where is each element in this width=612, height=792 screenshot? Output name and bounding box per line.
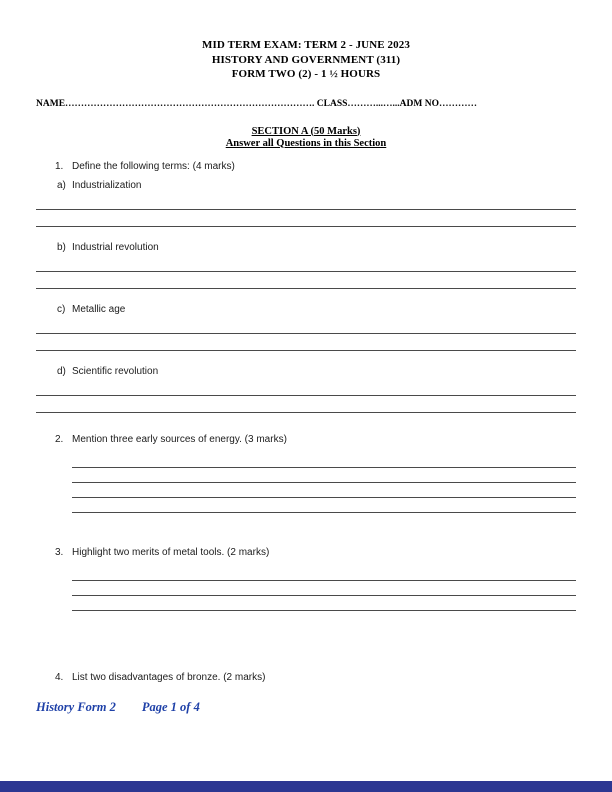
- answer-line: [36, 316, 576, 334]
- answer-line: [36, 192, 576, 210]
- answer-line: [72, 468, 576, 483]
- question-number: 3.: [55, 546, 64, 558]
- question-text-row: [36, 671, 576, 684]
- answer-line: [36, 396, 576, 413]
- subpart-label: d): [57, 365, 66, 377]
- question-2: [36, 433, 576, 513]
- subpart-text: Metallic age: [72, 303, 126, 315]
- answer-line: [72, 581, 576, 596]
- footer: [36, 700, 576, 715]
- question-text: Mention three early sources of energy. (3 marks): [72, 433, 287, 445]
- question-text: Highlight two merits of metal tools. (2 marks): [72, 546, 270, 558]
- subpart-text: Industrialization: [72, 179, 142, 191]
- subpart-label: c): [57, 303, 66, 315]
- subpart-row: [36, 241, 576, 254]
- answer-line: [36, 210, 576, 227]
- subpart-label: b): [57, 241, 66, 253]
- answer-line: [72, 483, 576, 498]
- section-a-instruction: Answer all Questions in this Section: [225, 137, 387, 149]
- question-number: 4.: [55, 671, 64, 683]
- question-4: [36, 671, 576, 684]
- question-number: 1.: [55, 160, 64, 172]
- question-1: [36, 160, 576, 413]
- subpart-row: [36, 365, 576, 378]
- question-text-row: [36, 433, 576, 446]
- subpart-row: [36, 179, 576, 192]
- question-text: Define the following terms: (4 marks): [72, 160, 235, 172]
- footer-doc-label: History Form 2: [36, 699, 116, 714]
- answer-line: [36, 378, 576, 396]
- answer-line: [36, 254, 576, 272]
- exam-title-line2: HISTORY AND GOVERNMENT (311): [211, 53, 401, 66]
- answer-line: [72, 446, 576, 468]
- answer-line: [72, 596, 576, 611]
- question-number: 2.: [55, 433, 64, 445]
- footer-page-label: Page 1 of 4: [141, 699, 200, 714]
- answer-line: [36, 272, 576, 289]
- exam-title-line1: MID TERM EXAM: TERM 2 - JUNE 2023: [202, 39, 410, 51]
- bottom-bar: [0, 781, 612, 792]
- question-text: List two disadvantages of bronze. (2 marks): [72, 671, 266, 683]
- question-text-row: [36, 160, 576, 173]
- exam-title-line3: FORM TWO (2) - 1 ½ HOURS: [231, 68, 381, 80]
- answer-line: [72, 559, 576, 581]
- exam-header: [36, 38, 576, 82]
- subpart-row: [36, 303, 576, 316]
- name-class-adm-line: NAME……………………………………………………………………. CLASS………...…...ADM NO…………: [36, 98, 477, 109]
- question-text-row: [36, 546, 576, 559]
- answer-line: [36, 334, 576, 351]
- questions: [36, 160, 576, 684]
- answer-line: [72, 498, 576, 513]
- section-a-title: SECTION A (50 Marks): [251, 125, 361, 137]
- subpart-text: Scientific revolution: [72, 365, 159, 377]
- subpart-text: Industrial revolution: [72, 241, 159, 253]
- question-3: [36, 546, 576, 611]
- subpart-label: a): [57, 179, 66, 191]
